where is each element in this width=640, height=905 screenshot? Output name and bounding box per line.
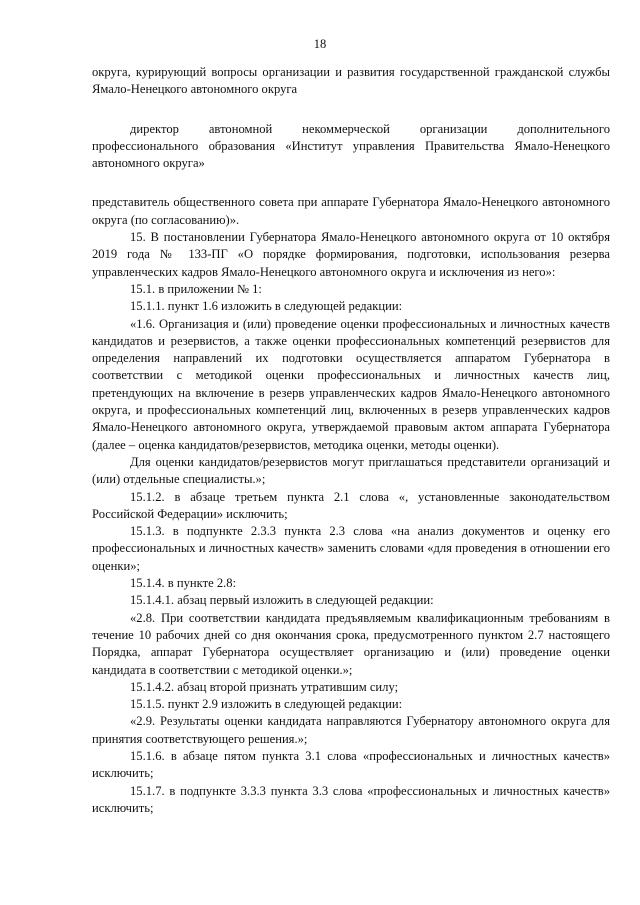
paragraph: «1.6. Организация и (или) проведение оценки профессиональных и личностных качеств кандидатов и резервистов, а также оценки профессиональных компетенций резервистов для определения направлений их подготовки осуществляется аппаратом Губернатора в соответствии с методикой оценки профессиональных и личностных качеств лиц, претендующих на включение в резерв управленческих кадров Ямало-Ненецкого автономного округа, и профессиональных компетенций лиц, включенных в резерв управленческих кадров Ямало-Ненецкого автономного округа, утверждаемой правовым актом аппарата Губернатора (далее – оценка кандидатов/резервистов, методика оценки, методы оценки).	[92, 316, 610, 452]
paragraph: округа, курирующий вопросы организации и развития государственной гражданской службы Ямало-Ненецкого автономного округа	[92, 65, 610, 97]
paragraph: 15.1.4.2. абзац второй признать утратившим силу;	[130, 679, 399, 694]
paragraph: представитель общественного совета при аппарате Губернатора Ямало-Ненецкого автономного округа (по согласованию)».	[92, 195, 610, 227]
paragraph: 15.1.5. пункт 2.9 изложить в следующей редакции:	[130, 697, 403, 712]
paragraph: директор автономной некоммерческой организации дополнительного профессионального образования «Институт управления Правительства Ямало-Ненецкого автономного округа»	[92, 121, 610, 171]
document-body	[92, 64, 610, 817]
paragraph: «2.9. Результаты оценки кандидата направляются Губернатору автономного округа для принятия соответствующего решения.»;	[92, 714, 610, 746]
paragraph: Для оценки кандидатов/резервистов могут приглашаться представители организаций и (или) отдельные специалисты.»;	[92, 454, 610, 487]
paragraph: 15. В постановлении Губернатора Ямало-Ненецкого автономного округа от 10 октября 2019 года № 133-ПГ «О порядке формирования, подготовки, использования резерва управленческих кадров Ямало-Ненецкого автономного округа и исключения из него»:	[92, 230, 610, 279]
paragraph: 15.1.6. в абзаце пятом пункта 3.1 слова «профессиональных и личностных качеств» исключить;	[92, 748, 610, 781]
paragraph: 15.1.3. в подпункте 2.3.3 пункта 2.3 слова «на анализ документов и оценку его профессиональных и личностных качеств» заменить словами «для проведения в отношении его оценки»;	[92, 524, 610, 573]
page-number: 18	[313, 37, 327, 51]
paragraph: «2.8. При соответствии кандидата предъявляемым квалификационным требованиям в течение 10 рабочих дней со дня окончания срока, предусмотренного пунктом 2.7 настоящего Порядка, аппарат Губернатора осуществляет организацию и (или) проведение оценки кандидата в соответствии с методикой оценки.»;	[92, 610, 610, 677]
paragraph: 15.1.7. в подпункте 3.3.3 пункта 3.3 слова «профессиональных и личностных качеств» исключить;	[92, 783, 610, 815]
paragraph: 15.1.4. в пункте 2.8:	[130, 576, 237, 591]
paragraph: 15.1.4.1. абзац первый изложить в следующей редакции:	[130, 593, 434, 608]
paragraph: 15.1.2. в абзаце третьем пункта 2.1 слова «, установленные законодательством Российской Федерации» исключить;	[92, 489, 610, 521]
paragraph: 15.1.1. пункт 1.6 изложить в следующей редакции:	[130, 299, 403, 314]
paragraph: 15.1. в приложении № 1:	[130, 281, 262, 296]
